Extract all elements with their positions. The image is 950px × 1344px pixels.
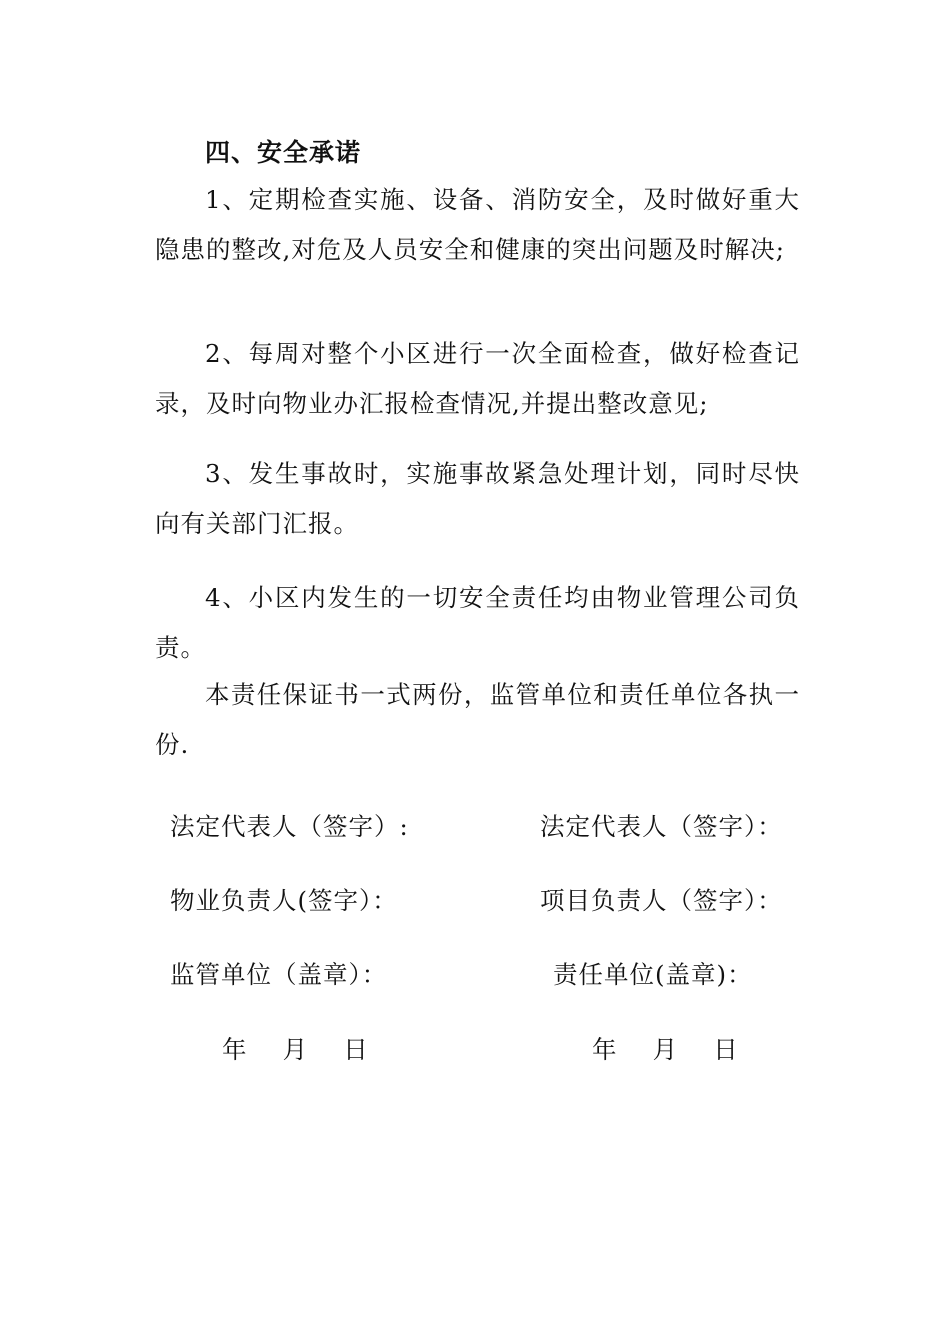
date-line-right: 年 月 日 <box>592 1035 739 1064</box>
signature-project-manager: 项目负责人（签字）： <box>540 886 783 915</box>
paragraph-2: 2、每周对整个小区进行一次全面检查，做好检查记录，及时向物业办汇报检查情况,并提出整改意见; <box>155 339 800 418</box>
paragraph-3: 3、发生事故时，实施事故紧急处理计划，同时尽快向有关部门汇报。 <box>155 459 800 538</box>
signature-legal-rep-right: 法定代表人（签字）： <box>540 812 783 841</box>
date-line-left: 年 月 日 <box>222 1035 369 1064</box>
seal-supervising-unit: 监管单位（盖章）： <box>170 960 388 989</box>
signature-legal-rep-left: 法定代表人（签字）: <box>170 812 409 841</box>
seal-responsible-unit: 责任单位(盖章)： <box>553 960 753 989</box>
section-heading: 四、安全承诺 <box>205 138 362 167</box>
paragraph-5: 本责任保证书一式两份，监管单位和责任单位各执一份. <box>155 680 800 759</box>
paragraph-1: 1、定期检查实施、设备、消防安全，及时做好重大隐患的整改,对危及人员安全和健康的突出问题及时解决; <box>155 185 800 264</box>
paragraph-4: 4、小区内发生的一切安全责任均由物业管理公司负责。 <box>155 583 800 662</box>
signature-property-manager: 物业负责人(签字）： <box>170 886 398 915</box>
